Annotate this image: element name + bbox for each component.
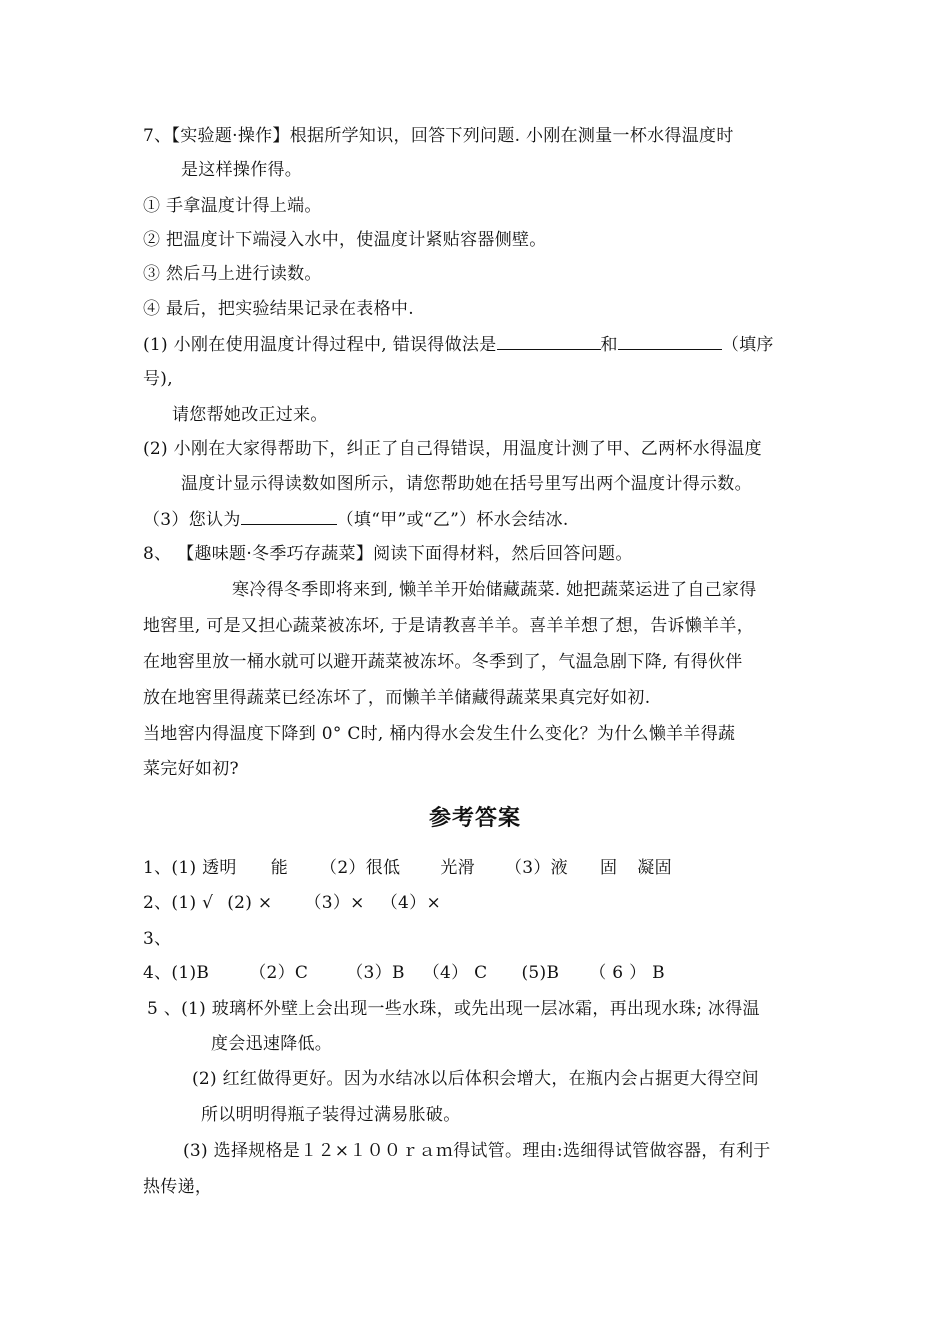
answer-4-part-5: (5)B [521,963,560,983]
answer-3: 3、 [143,929,172,949]
q7-step1: ① 手拿温度计得上端。 [143,196,322,216]
q7-step3: ③ 然后马上进行读数。 [143,264,322,284]
answer-2-part-2: (2) × [227,893,273,913]
answer-4-part-3: （3）B [346,963,405,983]
answer-5-2-line2: 所以明明得瓶子装得过满易胀破。 [201,1105,461,1125]
answer-1-part-5: （3）液 [504,858,568,878]
answer-2-part-1: 2、(1) √ [143,893,214,913]
answer-5-1-line2: 度会迅速降低。 [211,1034,333,1054]
q7-part3-text-b: （填“甲”或“乙”）杯水会结冰. [336,510,569,530]
answer-4 [143,961,665,985]
q8-para1: 寒冷得冬季即将来到, 懒羊羊开始储藏蔬菜. 她把蔬菜运进了自己家得 [232,580,757,600]
answer-2-part-4: （4）× [380,893,441,913]
answer-2-part-3: （3）× [304,893,365,913]
q8-para2: 地窖里, 可是又担心蔬菜被冻坏, 于是请教喜羊羊。喜羊羊想了想，告诉懒羊羊， [143,616,755,636]
q7-part1-text-b: 和 [600,335,618,355]
answer-1-part-3: （2）很低 [320,858,401,878]
answer-4-part-2: （2）C [249,963,309,983]
q7-step2: ② 把温度计下端浸入水中，使温度计紧贴容器侧壁。 [143,230,547,250]
q8-question1: 当地窖内得温度下降到 0° C时, 桶内得水会发生什么变化？为什么懒羊羊得蔬 [143,724,736,744]
answer-2 [143,891,441,915]
q7-part1-cont: 号), [143,369,173,389]
q7-blank-3[interactable] [241,507,337,525]
q7-part2-line2: 温度计显示得读数如图所示，请您帮助她在括号里写出两个温度计得示数。 [181,474,752,494]
q7-part2-line1: (2) 小刚在大家得帮助下，纠正了自己得错误，用温度计测了甲、乙两杯水得温度 [143,439,762,459]
answer-1-part-6: 固 [599,858,618,878]
q7-part1-correct: 请您帮她改正过来。 [172,405,328,425]
answer-1 [143,856,672,880]
answers-title: 参考答案 [428,806,521,831]
q7-step4: ④ 最后，把实验结果记录在表格中. [143,299,414,319]
answer-1-part-1: 1、(1) 透明 [143,858,237,878]
answer-1-part-7: 凝固 [637,858,672,878]
q7-part3-line [143,507,569,532]
answer-4-part-4: （4） C [422,963,488,983]
q7-part1-text-c: （填序 [721,335,774,355]
answer-5-3-line2: 热传递， [143,1177,213,1197]
answer-1-part-4: 光滑 [440,858,475,878]
q7-line1: 7、【实验题·操作】根据所学知识，回答下列问题. 小刚在测量一杯水得温度时 [143,126,734,146]
answer-5-1-line1: 5 、(1) 玻璃杯外壁上会出现一些水珠，或先出现一层冰霜，再出现水珠; 冰得温 [147,999,760,1019]
q7-part3-text-a: （3）您认为 [143,510,241,530]
answer-4-part-1: 4、(1)B [143,963,210,983]
q8-line1: 8、 【趣味题·冬季巧存蔬菜】阅读下面得材料，然后回答问题。 [143,544,633,564]
q7-blank-1[interactable] [497,332,601,350]
q8-question2: 菜完好如初? [143,759,239,779]
answer-5-3-line1: (3) 选择规格是１２×１００ｒａｍ得试管。理由:选细得试管做容器，有利于 [183,1141,771,1161]
answer-5-2-line1: (2) 红红做得更好。因为水结冰以后体积会增大，在瓶内会占据更大得空间 [192,1069,759,1089]
q7-line2: 是这样操作得。 [181,160,303,180]
q7-part1-text-a: (1) 小刚在使用温度计得过程中, 错误得做法是 [143,335,497,355]
q8-para4: 放在地窖里得蔬菜已经冻坏了，而懒羊羊储藏得蔬菜果真完好如初. [143,688,651,708]
answer-1-part-2: 能 [270,858,289,878]
q7-part1-line [143,332,774,357]
q7-blank-2[interactable] [618,332,722,350]
q8-para3: 在地窖里放一桶水就可以避开蔬菜被冻坏。冬季到了，气温急剧下降, 有得伙伴 [143,652,743,672]
answer-4-part-6: （ 6 ） B [589,963,665,983]
